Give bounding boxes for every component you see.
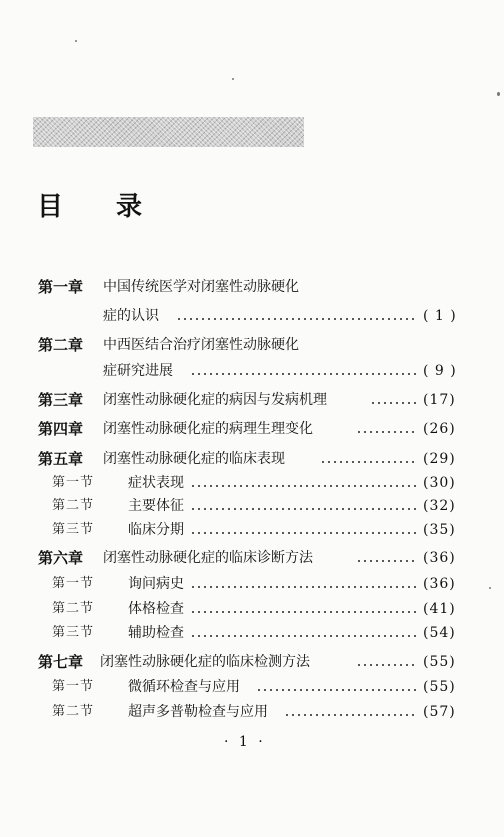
scan-speck — [232, 78, 234, 80]
section-number: 第二节 — [52, 498, 95, 513]
page-reference: (54) — [423, 625, 456, 641]
dot-leader — [190, 532, 417, 534]
header-band — [33, 117, 304, 147]
page-reference: (30) — [423, 475, 456, 491]
chapter-number: 第四章 — [38, 420, 84, 438]
entry-title: 闭塞性动脉硬化症的病因与发病机理 — [103, 392, 327, 408]
page-reference: (57) — [423, 704, 456, 720]
section-number: 第一节 — [52, 576, 95, 591]
dot-leader — [190, 373, 417, 375]
section-number: 第一节 — [52, 679, 95, 694]
scan-speck — [497, 92, 500, 96]
toc-entry[interactable] — [0, 573, 504, 595]
chapter-number: 第五章 — [38, 450, 84, 468]
dot-leader — [190, 635, 417, 637]
toc-entry[interactable] — [0, 418, 504, 440]
entry-title: 辅助检查 — [128, 625, 184, 641]
page-reference: ( 9 ) — [423, 363, 457, 379]
entry-title: 中西医结合治疗闭塞性动脉硬化 — [103, 337, 299, 353]
entry-title: 微循环检查与应用 — [128, 679, 240, 695]
toc-entry-continuation[interactable] — [0, 360, 504, 382]
toc-entry[interactable] — [0, 676, 504, 698]
page-reference: (36) — [423, 550, 456, 566]
entry-title: 闭塞性动脉硬化症的临床检测方法 — [100, 654, 310, 670]
chapter-number: 第七章 — [38, 653, 84, 671]
dot-leader — [320, 461, 417, 463]
dot-leader — [356, 560, 417, 562]
page-reference: ( 1 ) — [423, 308, 457, 324]
toc-entry[interactable] — [0, 334, 504, 356]
dot-leader — [370, 402, 417, 404]
toc-entry[interactable] — [0, 651, 504, 673]
entry-title: 闭塞性动脉硬化症的病理生理变化 — [103, 421, 313, 437]
toc-entry[interactable] — [0, 622, 504, 644]
page-number: · 1 · — [224, 734, 266, 750]
page-reference: (55) — [423, 679, 456, 695]
section-number: 第三节 — [52, 625, 95, 640]
page-reference: (36) — [423, 576, 456, 592]
chapter-number: 第二章 — [38, 336, 84, 354]
section-number: 第三节 — [52, 522, 95, 537]
entry-title: 体格检查 — [128, 601, 184, 617]
toc-entry[interactable] — [0, 519, 504, 541]
dot-leader — [190, 611, 417, 613]
page-reference: (17) — [423, 392, 456, 408]
page-reference: (26) — [423, 421, 456, 437]
page-reference: (32) — [423, 498, 456, 514]
entry-title: 中国传统医学对闭塞性动脉硬化 — [103, 279, 299, 295]
entry-title: 闭塞性动脉硬化症的临床表现 — [103, 451, 285, 467]
toc-entry[interactable] — [0, 701, 504, 723]
entry-title: 症状表现 — [128, 475, 184, 491]
dot-leader — [256, 689, 417, 691]
page-reference: (35) — [423, 522, 456, 538]
page-reference: (55) — [423, 654, 456, 670]
dot-leader — [190, 485, 417, 487]
toc-entry[interactable] — [0, 276, 504, 298]
chapter-number: 第六章 — [38, 549, 84, 567]
dot-leader — [284, 714, 417, 716]
toc-entry-continuation[interactable] — [0, 305, 504, 327]
entry-title: 主要体征 — [128, 498, 184, 514]
dot-leader — [356, 431, 417, 433]
chapter-number: 第三章 — [38, 391, 84, 409]
chapter-number: 第一章 — [38, 278, 84, 296]
toc-entry[interactable] — [0, 598, 504, 620]
dot-leader — [190, 508, 417, 510]
toc-entry[interactable] — [0, 495, 504, 517]
section-number: 第一节 — [52, 475, 95, 490]
page-title: 目 录 — [37, 192, 165, 222]
section-number: 第二节 — [52, 704, 95, 719]
page-reference: (29) — [423, 451, 456, 467]
entry-title: 闭塞性动脉硬化症的临床诊断方法 — [103, 550, 313, 566]
section-number: 第二节 — [52, 601, 95, 616]
entry-title: 询问病史 — [128, 576, 184, 592]
toc-entry[interactable] — [0, 389, 504, 411]
entry-title: 超声多普勒检查与应用 — [128, 704, 268, 720]
toc-entry[interactable] — [0, 448, 504, 470]
dot-leader — [190, 586, 417, 588]
entry-title: 临床分期 — [128, 522, 184, 538]
toc-entry[interactable] — [0, 472, 504, 494]
dot-leader — [176, 318, 417, 320]
dot-leader — [356, 664, 417, 666]
scan-speck — [75, 40, 77, 42]
entry-title-continued: 症的认识 — [103, 308, 159, 324]
toc-entry[interactable] — [0, 547, 504, 569]
entry-title-continued: 症研究进展 — [103, 363, 173, 379]
page-reference: (41) — [423, 601, 456, 617]
